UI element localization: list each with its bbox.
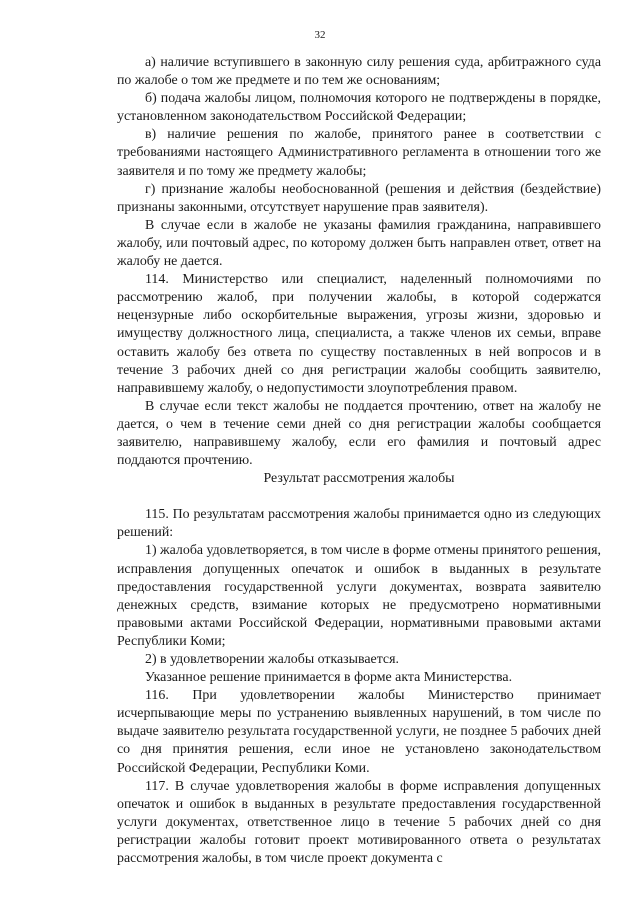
paragraph-115: 115. По результатам рассмотрения жалобы принимается одно из следующих решений: [117,507,601,541]
paragraph-no-name-address: В случае если в жалобе не указаны фамилия гражданина, направившего жалобу, или почтовый адрес, по которому должен быть направлен ответ, ответ на жалобу не дается. [117,217,601,270]
paragraph-item-b: б) подача жалобы лицом, полномочия которого не подтверждены в порядке, установленном законодательством Российской Федерации; [117,91,601,125]
paragraph-117: 117. В случае удовлетворения жалобы в форме исправления допущенных опечаток и ошибок в выданных в результате предоставления государственной услуги документах, ответственное лицо в течение 5 рабочих дней со дня регистрации жалобы готовит проект мотивированного ответа о результатах рассмотрения жалобы, в том числе проект документа с [117,778,601,867]
page-number: 32 [314,29,326,41]
paragraph-115-item-1: 1) жалоба удовлетворяется, в том числе в форме отмены принятого решения, исправления допущенных опечаток и ошибок в выданных в результате предоставления государственной услуги документах, возврата заявителю денежных средств, взимание которых не предусмотрено нормативными правовыми актами Российской Федерации, нормативными правовыми актами Республики Коми; [117,543,601,649]
paragraph-decision-form: Указанное решение принимается в форме акта Министерства. [145,670,513,686]
paragraph-116: 116. При удовлетворении жалобы Министерство принимает исчерпывающие меры по устранению выявленных нарушений, в том числе по выдаче заявителю результата государственной услуги, не позднее 5 рабочих дней со дня принятия решения, если иное не установлено законодательством Российской Федерации, Республики Коми. [117,688,601,776]
paragraph-114: 114. Министерство или специалист, наделенный полномочиями по рассмотрению жалоб, при получении жалобы, в которой содержатся нецензурные либо оскорбительные выражения, угрозы жизни, здоровью и имуществу должностного лица, специалиста, а также членов их семьи, вправе оставить жалобу без ответа по существу поставленных в ней вопросов и в течение 3 рабочих дней со дня регистрации жалобы сообщить заявителю, направившему жалобу, о недопустимости злоупотребления правом. [117,272,601,396]
paragraph-unreadable-text: В случае если текст жалобы не поддается прочтению, ответ на жалобу не дается, о чем в течение семи дней со дня регистрации жалобы сообщается заявителю, направившему жалобу, если его фамилия и почтовый адрес поддаются прочтению. [117,398,601,469]
paragraph-115-item-2: 2) в удовлетворении жалобы отказывается. [145,652,399,667]
section-heading: Результат рассмотрения жалобы [263,471,455,487]
paragraph-item-v: в) наличие решения по жалобе, принятого ранее в соответствии с требованиями настоящего Административного регламента в отношении того же заявителя и по тому же предмету жалобы; [117,127,601,179]
paragraph-item-g: г) признание жалобы необоснованной (решения и действия (бездействие) признаны законными, отсутствует нарушение прав заявителя). [117,181,601,215]
paragraph-item-a: а) наличие вступившего в законную силу решения суда, арбитражного суда по жалобе о том же предмете и по тем же основаниям; [117,55,601,89]
document-body [117,54,601,868]
